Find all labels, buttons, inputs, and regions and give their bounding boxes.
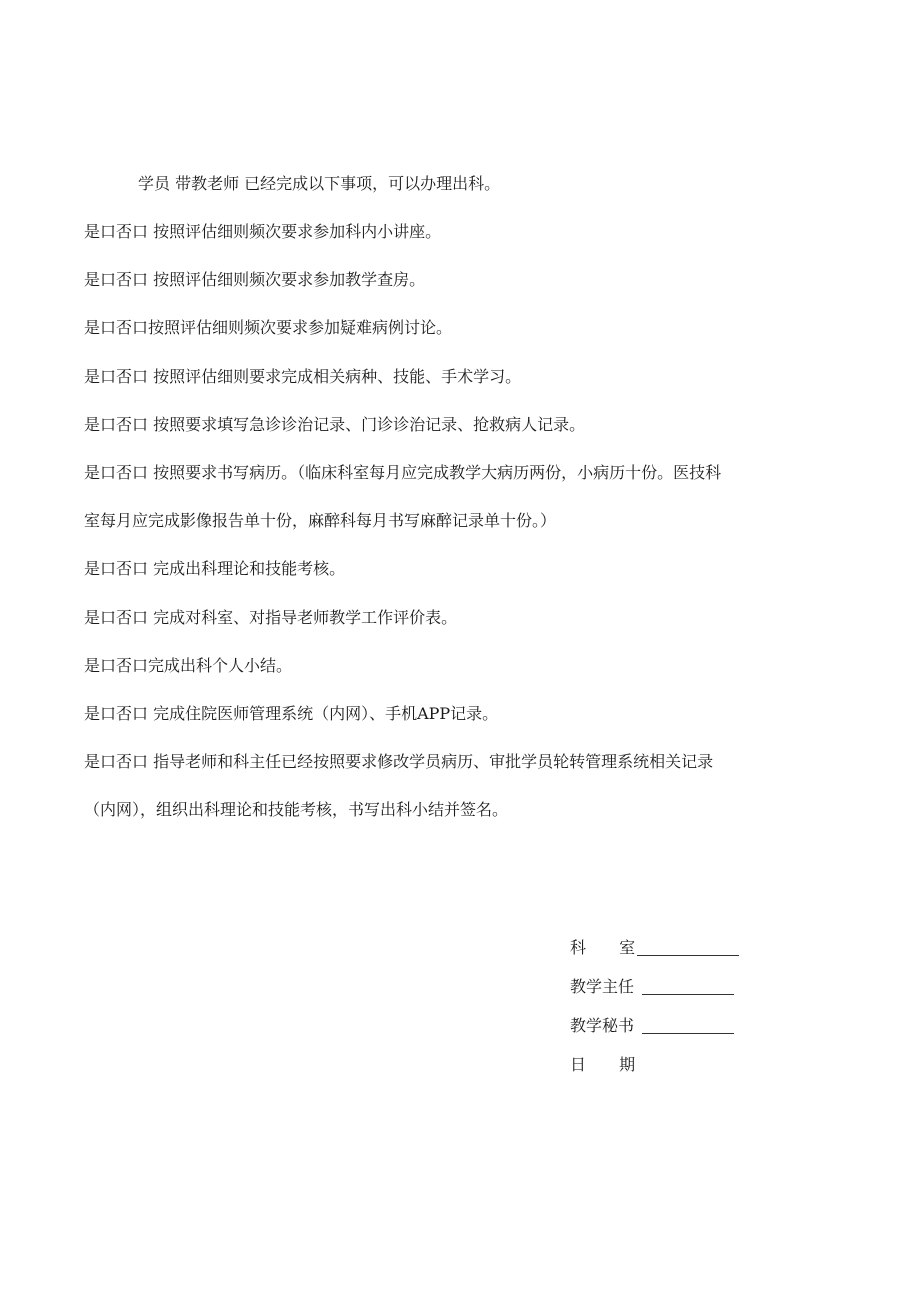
signature-block (570, 938, 739, 1094)
signature-label-date: 日 期 (570, 1055, 636, 1074)
checklist-item-supervisor-review-line2: （内网），组织出科理论和技能考核，书写出科小结并签名。 (84, 800, 509, 820)
signature-row-teaching-secretary (570, 1016, 739, 1055)
signature-row-teaching-director (570, 977, 739, 1016)
checklist-item-system-records: 是口否口 完成住院医师管理系统（内网）、手机APP记录。 (84, 703, 499, 723)
checklist-item-evaluation-form: 是口否口 完成对科室、对指导老师教学工作评价表。 (84, 607, 458, 627)
checklist-item-ward-rounds: 是口否口 按照评估细则频次要求参加教学查房。 (84, 270, 426, 290)
checklist-item-exam: 是口否口 完成出科理论和技能考核。 (84, 559, 346, 579)
signature-line-teaching-secretary[interactable] (642, 1016, 734, 1034)
checklist (84, 222, 844, 820)
signature-row-date (570, 1055, 739, 1094)
signature-line-teaching-director[interactable] (642, 977, 734, 995)
signature-row-department (570, 938, 739, 977)
checklist-item-medical-records-line2: 室每月应完成影像报告单十份，麻醉科每月书写麻醉记录单十份。） (84, 511, 557, 531)
intro-statement: 学员 带教老师 已经完成以下事项，可以办理出科。 (138, 174, 501, 193)
signature-label-teaching-director: 教学主任 (570, 977, 635, 996)
checklist-item-personal-summary: 是口否口完成出科个人小结。 (84, 655, 293, 675)
checklist-item-skills-learning: 是口否口 按照评估细则要求完成相关病种、技能、手术学习。 (84, 366, 522, 386)
signature-label-department: 科 室 (570, 938, 636, 957)
checklist-item-lectures: 是口否口 按照评估细则频次要求参加科内小讲座。 (84, 222, 442, 241)
checklist-item-records: 是口否口 按照要求填写急诊诊治记录、门诊诊治记录、抢救病人记录。 (84, 414, 586, 434)
signature-line-department[interactable] (637, 938, 739, 956)
checklist-item-medical-records-line1: 是口否口 按照要求书写病历。（临床科室每月应完成教学大病历两份，小病历十份。医技科 (84, 462, 722, 482)
checklist-item-case-discussion: 是口否口按照评估细则频次要求参加疑难病例讨论。 (84, 318, 453, 338)
checklist-item-supervisor-review-line1: 是口否口 指导老师和科主任已经按照要求修改学员病历、审批学员轮转管理系统相关记录 (84, 752, 714, 772)
signature-label-teaching-secretary: 教学秘书 (570, 1016, 635, 1035)
